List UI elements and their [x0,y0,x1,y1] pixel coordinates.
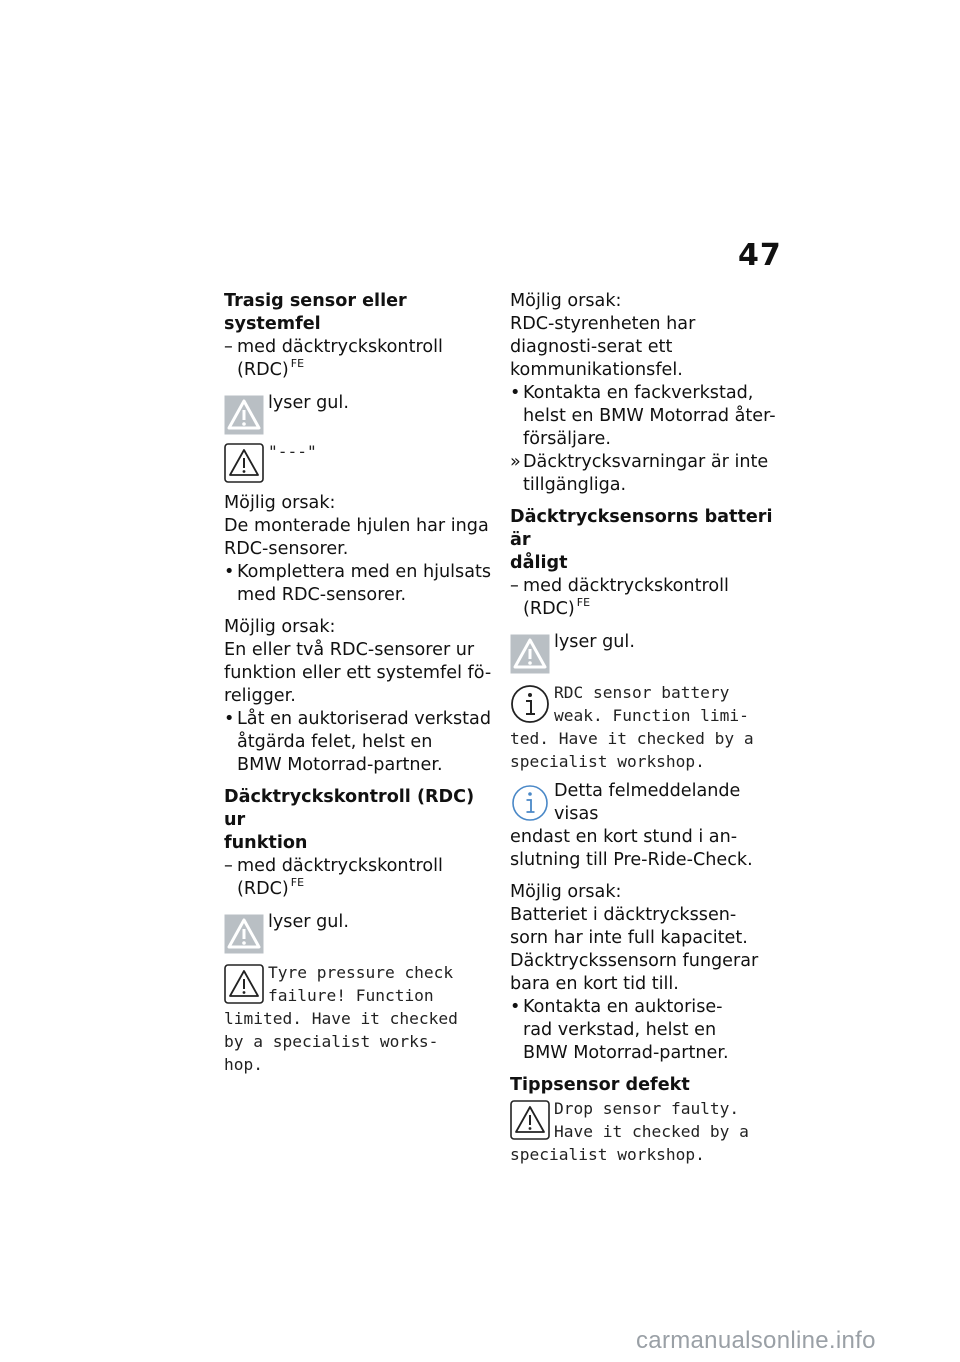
section-heading-broken-sensor: Trasig sensor eller systemfel [224,291,407,334]
display-text: "---" [268,442,317,461]
action-item: • Komplettera med en hjulsats med RDC-sensorer. [224,562,492,605]
action-item: • Kontakta en auktorise- rad verkstad, helst en BMW Motorrad-partner. [510,997,729,1063]
display-message: Drop sensor faulty. Have it checked by a specialist workshop. [510,1099,749,1164]
action-item: • Låt en auktoriserad verkstad åtgärda felet, helst en BMW Motorrad-partner. [224,709,491,775]
watermark: carmanualsonline.info [636,1327,876,1354]
warning-triangle-filled-icon [224,914,264,954]
info-icon [510,783,550,823]
section-heading-battery: Däcktrycksensorns batteri är dåligt [510,507,773,573]
warning-triangle-outline-icon [224,443,264,483]
display-row [224,440,496,483]
light-status: lyser gul. [554,632,635,652]
light-status: lyser gul. [268,393,349,413]
warning-triangle-filled-icon [224,395,264,435]
light-status: lyser gul. [268,912,349,932]
warning-triangle-filled-icon [510,634,550,674]
warning-triangle-outline-icon [510,1100,550,1140]
warning-light-row [510,631,782,674]
action-item: • Kontakta en fackverkstad, helst en BMW Motorrad åter- försäljare. [510,383,776,449]
page-number: 47 [738,238,782,273]
display-message: Tyre pressure check failure! Function limited. Have it checked by a specialist works- hop. [224,963,458,1074]
left-column: Trasig sensor eller systemfel – med däcktryckskontroll (RDC) $^{FE}$ lyser gul. "---" Möjlig orsak: De monterade hjulen har inga RDC-sensorer. • Komplettera med en hjulsats med RDC-sensorer. Möjlig orsak: En eller två RDC-sensorer ur funktion eller ett systemfel fö-religger. • Låt en auktoriserad verkstad åtgärda felet, helst en BMW Motorrad-partner. Däcktryckskontroll (RDC) ur funktion – med däcktryckskontroll (RDC) $^{FE}$ lyser gul. Tyre pressure check failure! Function limited. Have it checked by a specialist works- hop. [224,290,496,1076]
right-column: Möjlig orsak: RDC-styrenheten har diagnosti-serat ett kommunikationsfel. • Kontakta en fackverkstad, helst en BMW Motorrad åter- försäljare. » Däcktrycksvarningar är inte tillgängliga. Däcktrycksensorns batteri är dåligt – med däcktryckskontroll (RDC) $^{FE}$ lyser gul. RDC sensor battery weak. Function limi- ted. Have it checked by a specialist workshop. Detta felmeddelande visas endast en kort stund i an- slutning till Pre-Ride-Check. Möjlig orsak: Batteriet i däcktryckssen- sorn har inte full kapacitet. Däcktryckssensorn fungerar bara en kort tid till. • Kontakta en auktorise- rad verkstad, helst en BMW Motorrad-partner. Tippsensor defekt Drop sensor faulty. Have it checked by a specialist workshop. [510,290,782,1166]
condition-line: – med däcktryckskontroll (RDC) $^{FE}$ [510,576,729,619]
condition-line: – med däcktryckskontroll (RDC) $^{FE}$ [224,337,443,380]
display-message: RDC sensor battery weak. Function limi- ted. Have it checked by a specialist workshop. [510,683,754,771]
condition-line: – med däcktryckskontroll (RDC) $^{FE}$ [224,856,443,899]
section-heading-rdc-failure: Däcktryckskontroll (RDC) ur funktion [224,787,475,853]
info-note: Detta felmeddelande visas endast en kort stund i an- slutning till Pre-Ride-Check. [510,781,753,870]
warning-light-row [224,392,496,435]
warning-triangle-outline-icon [224,964,264,1004]
section-heading-drop-sensor: Tippsensor defekt [510,1075,690,1095]
info-icon [510,684,550,724]
warning-light-row [224,911,496,954]
result-item: » Däcktrycksvarningar är inte tillgängliga. [510,452,769,495]
